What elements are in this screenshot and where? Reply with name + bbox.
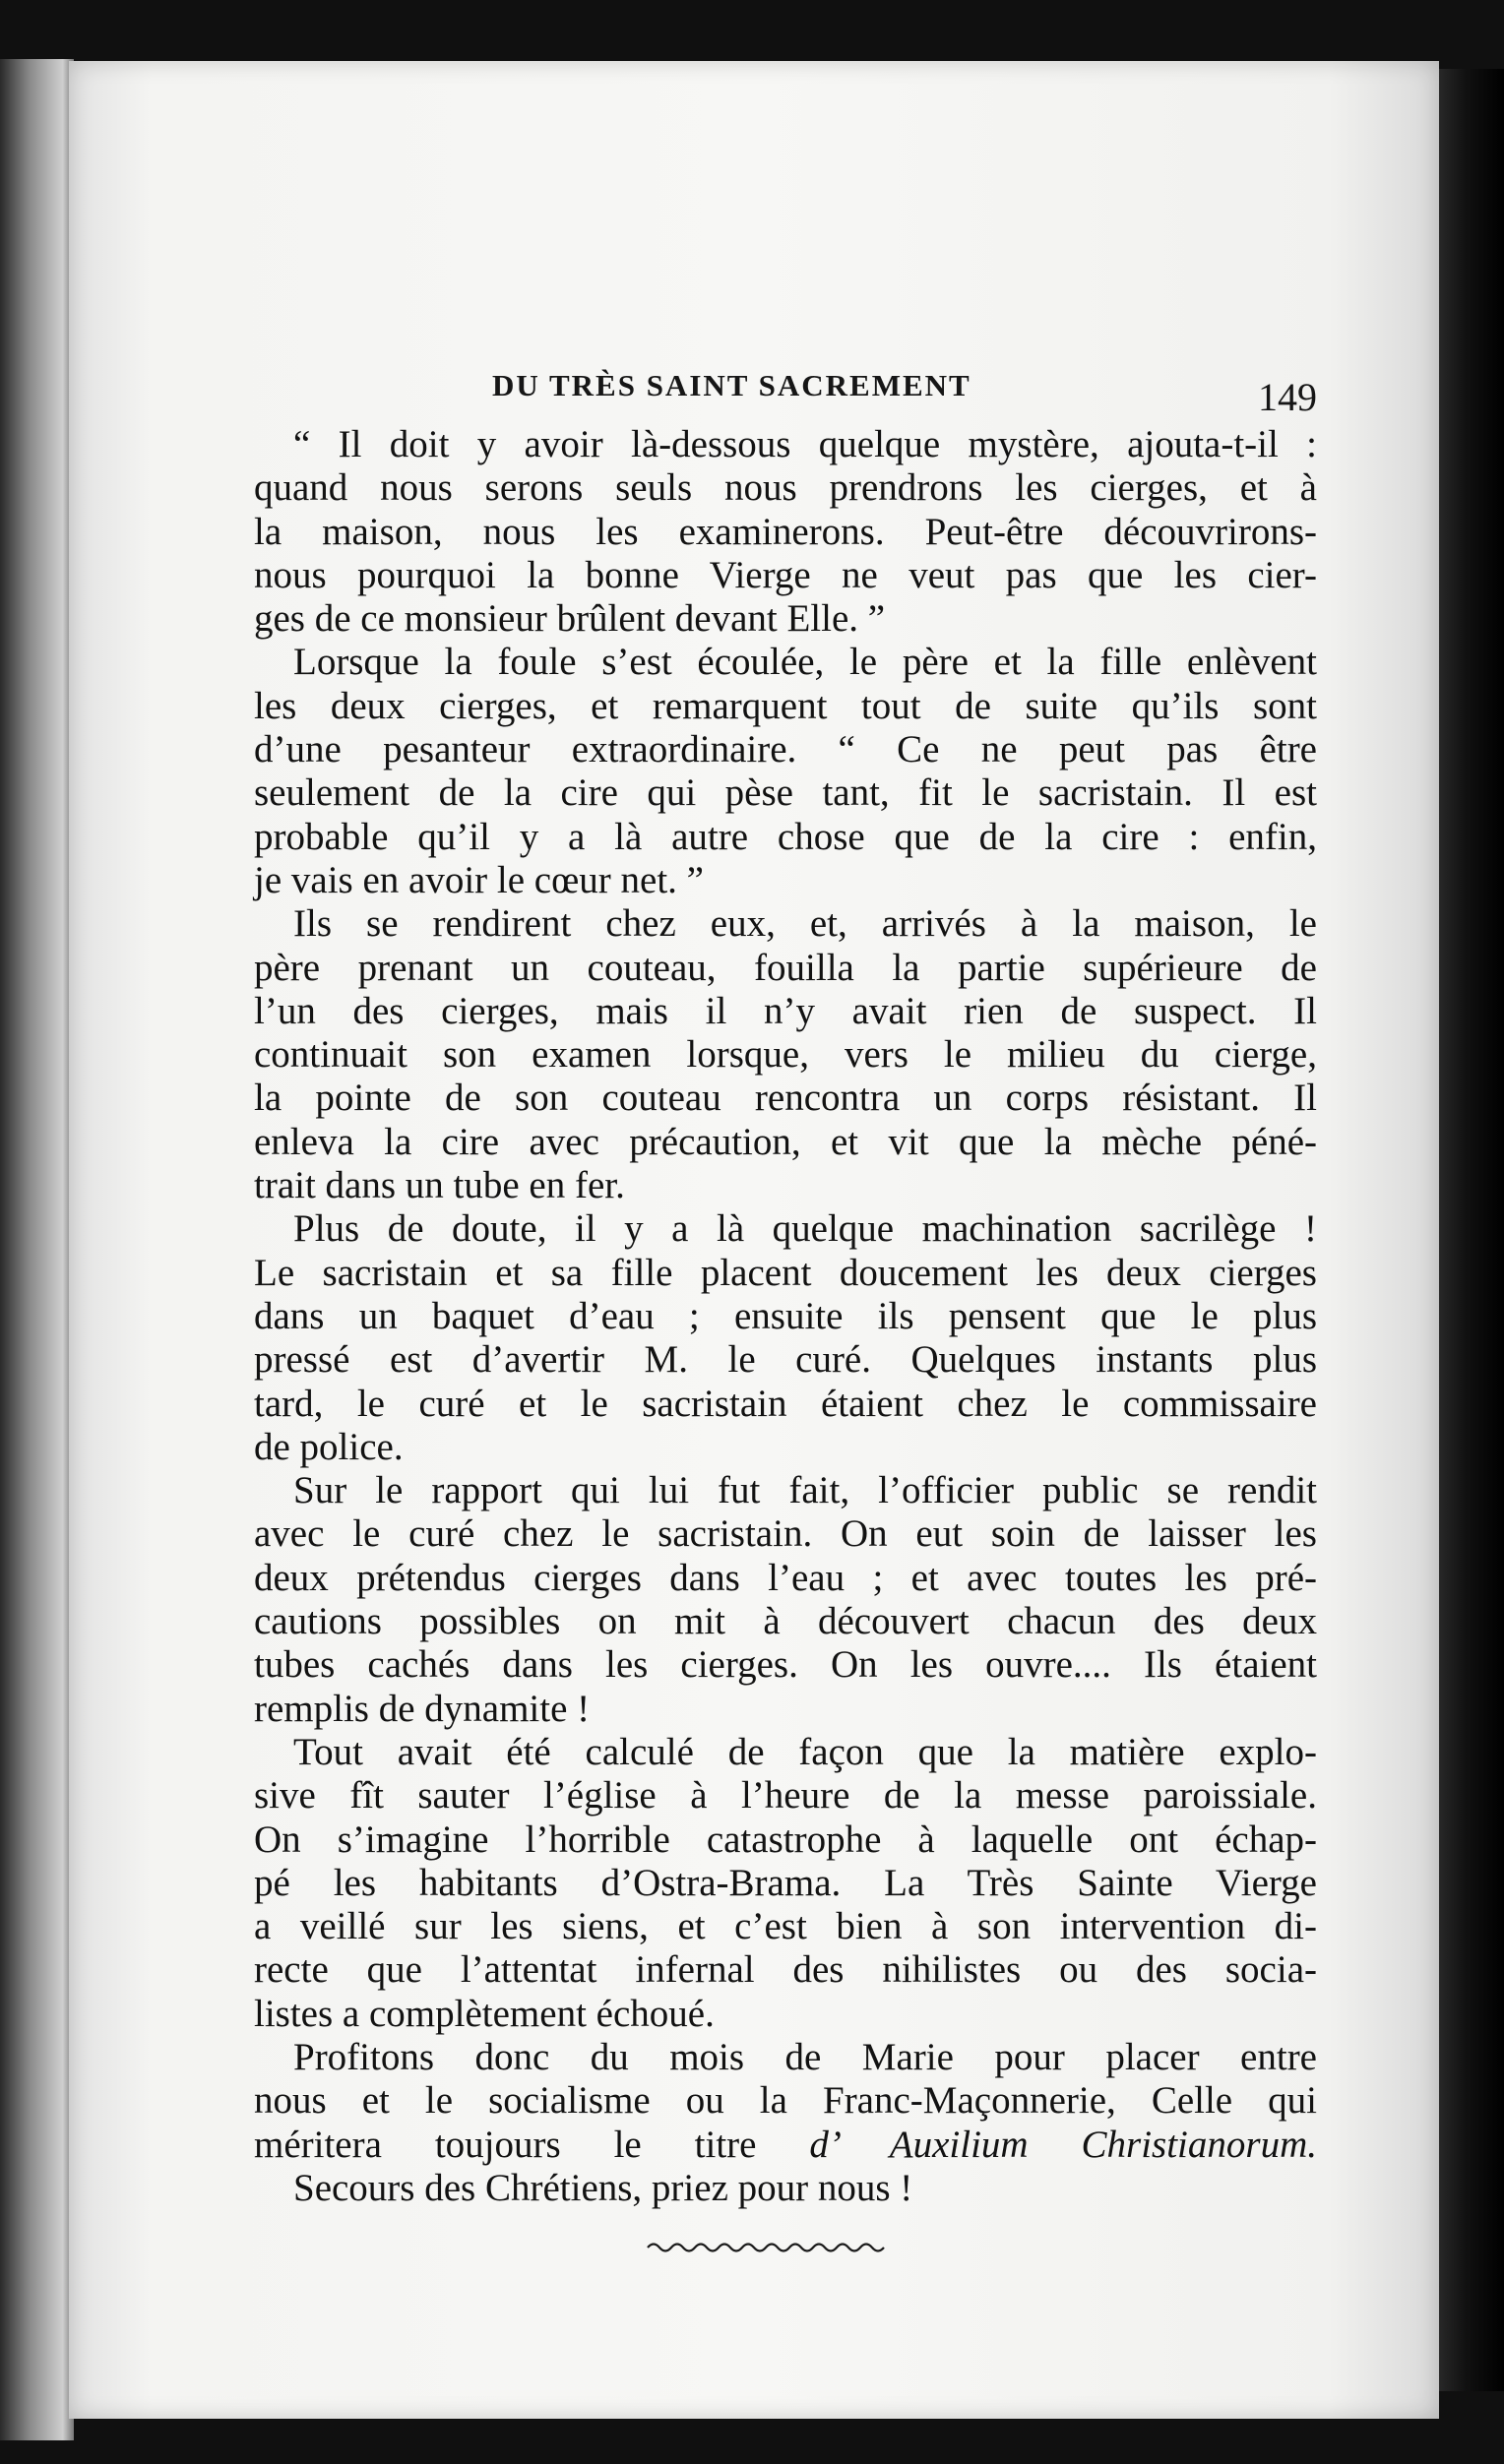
- text-line-content: remplis de dynamite !: [254, 1687, 591, 1730]
- text-line-content: Lorsque la foule s’est écoulée, le père et la fille enlèvent: [293, 641, 1317, 684]
- text-line: [254, 1731, 1317, 1774]
- text-line-content: Ils se rendirent chez eux, et, arrivés à la maison, le: [293, 902, 1317, 946]
- text-line-content: méritera toujours le titre: [254, 2123, 810, 2166]
- text-line: [254, 1426, 1317, 1469]
- text-line: [254, 728, 1317, 771]
- text-line-content: Plus de doute, il y a là quelque machination sacrilège !: [293, 1207, 1317, 1251]
- text-line: [254, 1121, 1317, 1164]
- text-line: [254, 771, 1317, 815]
- text-line: [254, 859, 1317, 902]
- text-line-content: sive fît sauter l’église à l’heure de la messe paroissiale.: [254, 1774, 1317, 1817]
- text-line: [254, 2079, 1317, 2123]
- text-line: [254, 947, 1317, 990]
- text-line: [254, 511, 1317, 554]
- text-line-content: On s’imagine l’horrible catastrophe à laquelle ont échap-: [254, 1817, 1317, 1861]
- text-line: [254, 1688, 1317, 1731]
- text-line-content: pé les habitants d’Ostra-Brama. La Très Sainte Vierge: [254, 1861, 1317, 1904]
- text-line: [254, 2036, 1317, 2079]
- text-line-content: de police.: [254, 1425, 404, 1468]
- text-line: [254, 2124, 1317, 2167]
- text-line: [254, 1905, 1317, 1948]
- text-line: [254, 1557, 1317, 1600]
- text-line-content: ges de ce monsieur brûlent devant Elle. ”: [254, 597, 886, 641]
- text-line-content: Profitons donc du mois de Marie pour placer entre: [293, 2035, 1317, 2078]
- text-line: [254, 597, 1317, 641]
- text-line-content: a veillé sur les siens, et c’est bien à son intervention di-: [254, 1905, 1317, 1948]
- text-line: [254, 1164, 1317, 1207]
- text-line-content: Le sacristain et sa fille placent doucement les deux cierges: [254, 1251, 1317, 1294]
- wavy-rule-ornament: [646, 2238, 892, 2257]
- text-line: [254, 1252, 1317, 1295]
- text-line: [254, 1033, 1317, 1077]
- text-line: [254, 1862, 1317, 1905]
- text-line: [254, 1993, 1317, 2036]
- text-line-content: l’un des cierges, mais il n’y avait rien de suspect. Il: [254, 989, 1317, 1032]
- text-line: [254, 554, 1317, 597]
- text-line: [254, 423, 1317, 466]
- text-line: [254, 1469, 1317, 1512]
- text-line: [254, 1643, 1317, 1687]
- text-line-content: “ Il doit y avoir là-dessous quelque mystère, ajouta-t-il :: [293, 423, 1317, 465]
- italic-phrase: d’ Auxilium Christianorum.: [809, 2123, 1317, 2166]
- text-line: [254, 902, 1317, 946]
- text-line: [254, 1512, 1317, 1556]
- text-line-content: d’une pesanteur extraordinaire. “ Ce ne peut pas être: [254, 728, 1317, 771]
- text-line: [254, 1338, 1317, 1382]
- text-line-content: avec le curé chez le sacristain. On eut soin de laisser les: [254, 1512, 1317, 1556]
- text-line-content: Secours des Chrétiens, priez pour nous !: [293, 2166, 913, 2209]
- text-line-content: continuait son examen lorsque, vers le milieu du cierge,: [254, 1033, 1317, 1077]
- text-line-content: père prenant un couteau, fouilla la partie supérieure de: [254, 946, 1317, 989]
- text-line: [254, 1948, 1317, 1992]
- text-line: [254, 466, 1317, 510]
- text-line: [254, 1774, 1317, 1817]
- facing-page-edge: [0, 59, 74, 2440]
- text-line-content: cautions possibles on mit à découvert chacun des deux: [254, 1600, 1317, 1643]
- text-line: [254, 1295, 1317, 1338]
- text-line: [254, 1383, 1317, 1426]
- text-line-content: Sur le rapport qui lui fut fait, l’officier public se rendit: [293, 1469, 1317, 1512]
- text-line-content: quand nous serons seuls nous prendrons les cierges, et à: [254, 466, 1317, 510]
- text-line-content: nous et le socialisme ou la Franc-Maçonnerie, Celle qui: [254, 2079, 1317, 2123]
- text-line: [254, 816, 1317, 859]
- text-line-content: la pointe de son couteau rencontra un corps résistant. Il: [254, 1077, 1317, 1120]
- text-line: [254, 1207, 1317, 1251]
- text-line-content: probable qu’il y a là autre chose que de la cire : enfin,: [254, 815, 1317, 858]
- text-line: [254, 685, 1317, 728]
- text-line-content: recte que l’attentat infernal des nihilistes ou des socia-: [254, 1948, 1317, 1992]
- text-line-content: dans un baquet d’eau ; ensuite ils pensent que le plus: [254, 1294, 1317, 1337]
- text-line-content: deux prétendus cierges dans l’eau ; et avec toutes les pré-: [254, 1556, 1317, 1599]
- text-line-content: enleva la cire avec précaution, et vit que la mèche péné-: [254, 1120, 1317, 1163]
- text-line: [254, 1077, 1317, 1120]
- text-line-content: seulement de la cire qui pèse tant, fit le sacristain. Il est: [254, 771, 1317, 815]
- text-line-content: Tout avait été calculé de façon que la matière explo-: [293, 1730, 1317, 1773]
- text-line: [254, 1818, 1317, 1862]
- text-line-content: tard, le curé et le sacristain étaient chez le commissaire: [254, 1382, 1317, 1425]
- book-page: [69, 61, 1439, 2419]
- text-line: [254, 990, 1317, 1033]
- text-line-content: listes a complètement échoué.: [254, 1992, 715, 2035]
- text-line: [254, 1600, 1317, 1643]
- text-line: [254, 641, 1317, 684]
- text-line-content: trait dans un tube en fer.: [254, 1164, 625, 1207]
- text-line-content: la maison, nous les examinerons. Peut-être découvrirons-: [254, 510, 1317, 553]
- body-text: [254, 423, 1317, 2210]
- text-line-content: nous pourquoi la bonne Vierge ne veut pas que les cier-: [254, 553, 1317, 596]
- text-line-content: je vais en avoir le cœur net. ”: [254, 858, 704, 901]
- text-line-content: les deux cierges, et remarquent tout de suite qu’ils sont: [254, 684, 1317, 727]
- running-head: DU TRÈS SAINT SACREMENT: [492, 368, 971, 402]
- page-number: 149: [1258, 375, 1317, 419]
- text-line-content: pressé est d’avertir M. le curé. Quelques instants plus: [254, 1338, 1317, 1382]
- text-line-content: tubes cachés dans les cierges. On les ouvre.... Ils étaient: [254, 1643, 1317, 1687]
- text-line: [254, 2167, 1317, 2210]
